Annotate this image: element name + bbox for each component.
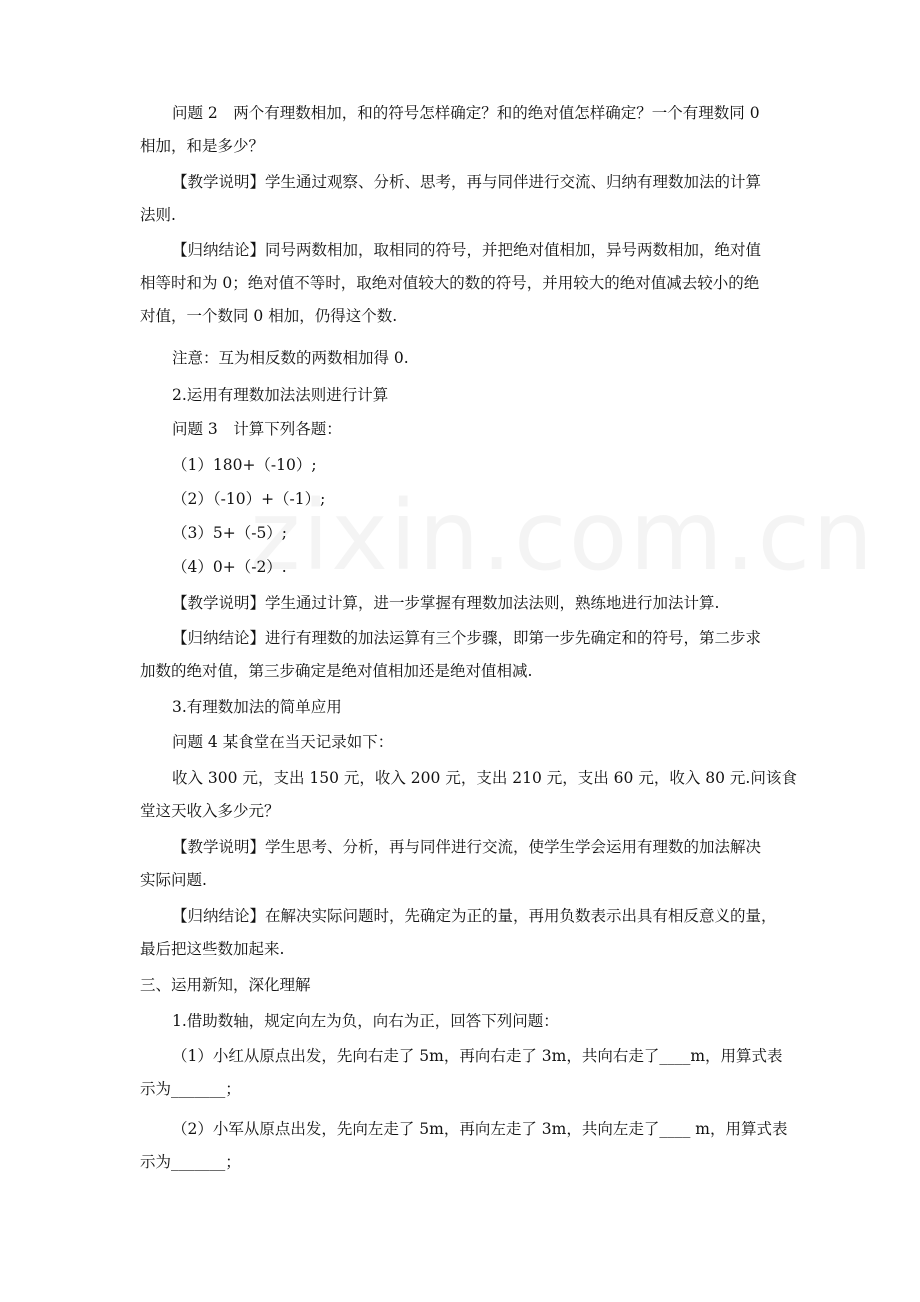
text-line: 加数的绝对值，第三步确定是绝对值相加还是绝对值相减. bbox=[140, 662, 533, 680]
text-line: 【教学说明】学生通过观察、分析、思考，再与同伴进行交流、归纳有理数加法的计算 bbox=[172, 173, 762, 191]
text-line: 【教学说明】学生通过计算，进一步掌握有理数加法法则，熟练地进行加法计算. bbox=[172, 594, 720, 612]
text-line: 【教学说明】学生思考、分析，再与同伴进行交流，使学生学会运用有理数的加法解决 bbox=[172, 838, 762, 856]
text-line: 问题 4 某食堂在当天记录如下： bbox=[172, 733, 394, 751]
text-line: （1）小红从原点出发，先向右走了 5m，再向右走了 3m，共向右走了____m，用算式表 bbox=[172, 1047, 783, 1065]
text-line: 堂这天收入多少元？ bbox=[140, 802, 280, 820]
text-line: 1.借助数轴，规定向左为负，向右为正，回答下列问题： bbox=[172, 1012, 559, 1030]
text-line: 最后把这些数加起来. bbox=[140, 940, 285, 958]
text-line: 3.有理数加法的简单应用 bbox=[172, 698, 342, 716]
text-line: 问题 2 两个有理数相加，和的符号怎样确定？和的绝对值怎样确定？一个有理数同 0 bbox=[172, 104, 760, 122]
text-line: 对值，一个数同 0 相加，仍得这个数. bbox=[140, 307, 398, 325]
text-line: 实际问题. bbox=[140, 871, 207, 889]
text-line: 问题 3 计算下列各题： bbox=[172, 420, 342, 438]
text-line: 三、运用新知，深化理解 bbox=[140, 976, 311, 994]
text-line: 示为_______； bbox=[140, 1153, 241, 1171]
text-line: 法则. bbox=[140, 206, 176, 224]
text-line: 【归纳结论】同号两数相加，取相同的符号，并把绝对值相加，异号两数相加，绝对值 bbox=[172, 241, 762, 259]
text-line: 收入 300 元，支出 150 元，收入 200 元，支出 210 元，支出 60 元，收入 80 元.问该食 bbox=[172, 769, 797, 787]
text-line: 注意：互为相反数的两数相加得 0. bbox=[172, 349, 409, 367]
watermark-text bbox=[250, 480, 870, 592]
text-line: （4）0+（-2）. bbox=[172, 558, 287, 576]
text-line: 相加，和是多少？ bbox=[140, 137, 265, 155]
text-line: （1）180+（-10）; bbox=[172, 456, 317, 474]
text-line: 【归纳结论】进行有理数的加法运算有三个步骤，即第一步先确定和的符号，第二步求 bbox=[172, 629, 762, 647]
text-line: （2）（-10）+（-1）; bbox=[172, 490, 326, 508]
text-line: 相等时和为 0；绝对值不等时，取绝对值较大的数的符号，并用较大的绝对值减去较小的绝 bbox=[140, 274, 760, 292]
text-line: 2.运用有理数加法法则进行计算 bbox=[172, 386, 389, 404]
text-line: 示为_______； bbox=[140, 1080, 241, 1098]
text-line: （2）小军从原点出发，先向左走了 5m，再向左走了 3m，共向左走了____ m，用算式表 bbox=[172, 1120, 788, 1138]
text-line: 【归纳结论】在解决实际问题时，先确定为正的量，再用负数表示出具有相反意义的量， bbox=[172, 907, 777, 925]
text-line: （3）5+（-5）; bbox=[172, 524, 288, 542]
